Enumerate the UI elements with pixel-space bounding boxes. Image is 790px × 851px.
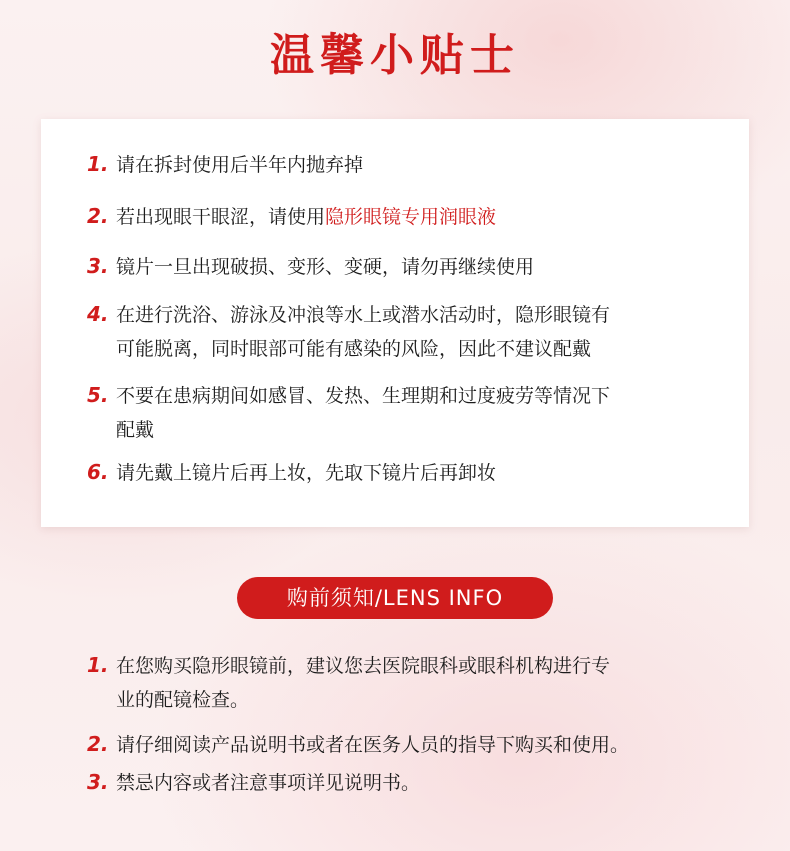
tip-number: 2. bbox=[87, 204, 109, 228]
tip-number: 5. bbox=[87, 383, 109, 407]
tip-item bbox=[87, 378, 727, 447]
tip-text-continued: 配戴 bbox=[116, 419, 155, 441]
tip-item bbox=[87, 297, 727, 366]
info-number: 1. bbox=[87, 653, 109, 677]
info-text: 请仔细阅读产品说明书或者在医务人员的指导下购买和使用。 bbox=[116, 734, 630, 756]
tip-number: 1. bbox=[87, 152, 109, 176]
tip-text: 请在拆封使用后半年内抛弃掉 bbox=[116, 154, 364, 176]
tip-number: 6. bbox=[87, 460, 109, 484]
info-text: 在您购买隐形眼镜前，建议您去医院眼科或眼科机构进行专 bbox=[116, 655, 611, 677]
tip-number: 3. bbox=[87, 254, 109, 278]
tip-text: 镜片一旦出现破损、变形、变硬，请勿再继续使用 bbox=[116, 256, 535, 278]
tips-card bbox=[41, 119, 749, 527]
info-item bbox=[87, 727, 747, 762]
info-text: 禁忌内容或者注意事项详见说明书。 bbox=[116, 772, 421, 794]
tip-item bbox=[87, 199, 727, 234]
tip-item bbox=[87, 147, 727, 182]
info-text-continued: 业的配镜检查。 bbox=[116, 689, 250, 711]
info-number: 3. bbox=[87, 770, 109, 794]
tip-item bbox=[87, 455, 727, 490]
tip-text-continued: 可能脱离，同时眼部可能有感染的风险，因此不建议配戴 bbox=[116, 338, 592, 360]
page-title: 温馨小贴士 bbox=[270, 30, 520, 81]
info-item bbox=[87, 648, 747, 717]
info-number: 2. bbox=[87, 732, 109, 756]
info-item bbox=[87, 765, 747, 800]
info-header-badge: 购前须知/LENS INFO bbox=[237, 577, 553, 619]
tip-text: 在进行洗浴、游泳及冲浪等水上或潜水活动时，隐形眼镜有 bbox=[116, 304, 611, 326]
tip-text: 若出现眼干眼涩，请使用 bbox=[116, 206, 326, 228]
tip-number: 4. bbox=[87, 302, 109, 326]
tip-text: 不要在患病期间如感冒、发热、生理期和过度疲劳等情况下 bbox=[116, 385, 611, 407]
tip-item bbox=[87, 249, 727, 284]
tip-text: 请先戴上镜片后再上妆，先取下镜片后再卸妆 bbox=[116, 462, 497, 484]
tip-highlight: 隐形眼镜专用润眼液 bbox=[325, 206, 497, 228]
